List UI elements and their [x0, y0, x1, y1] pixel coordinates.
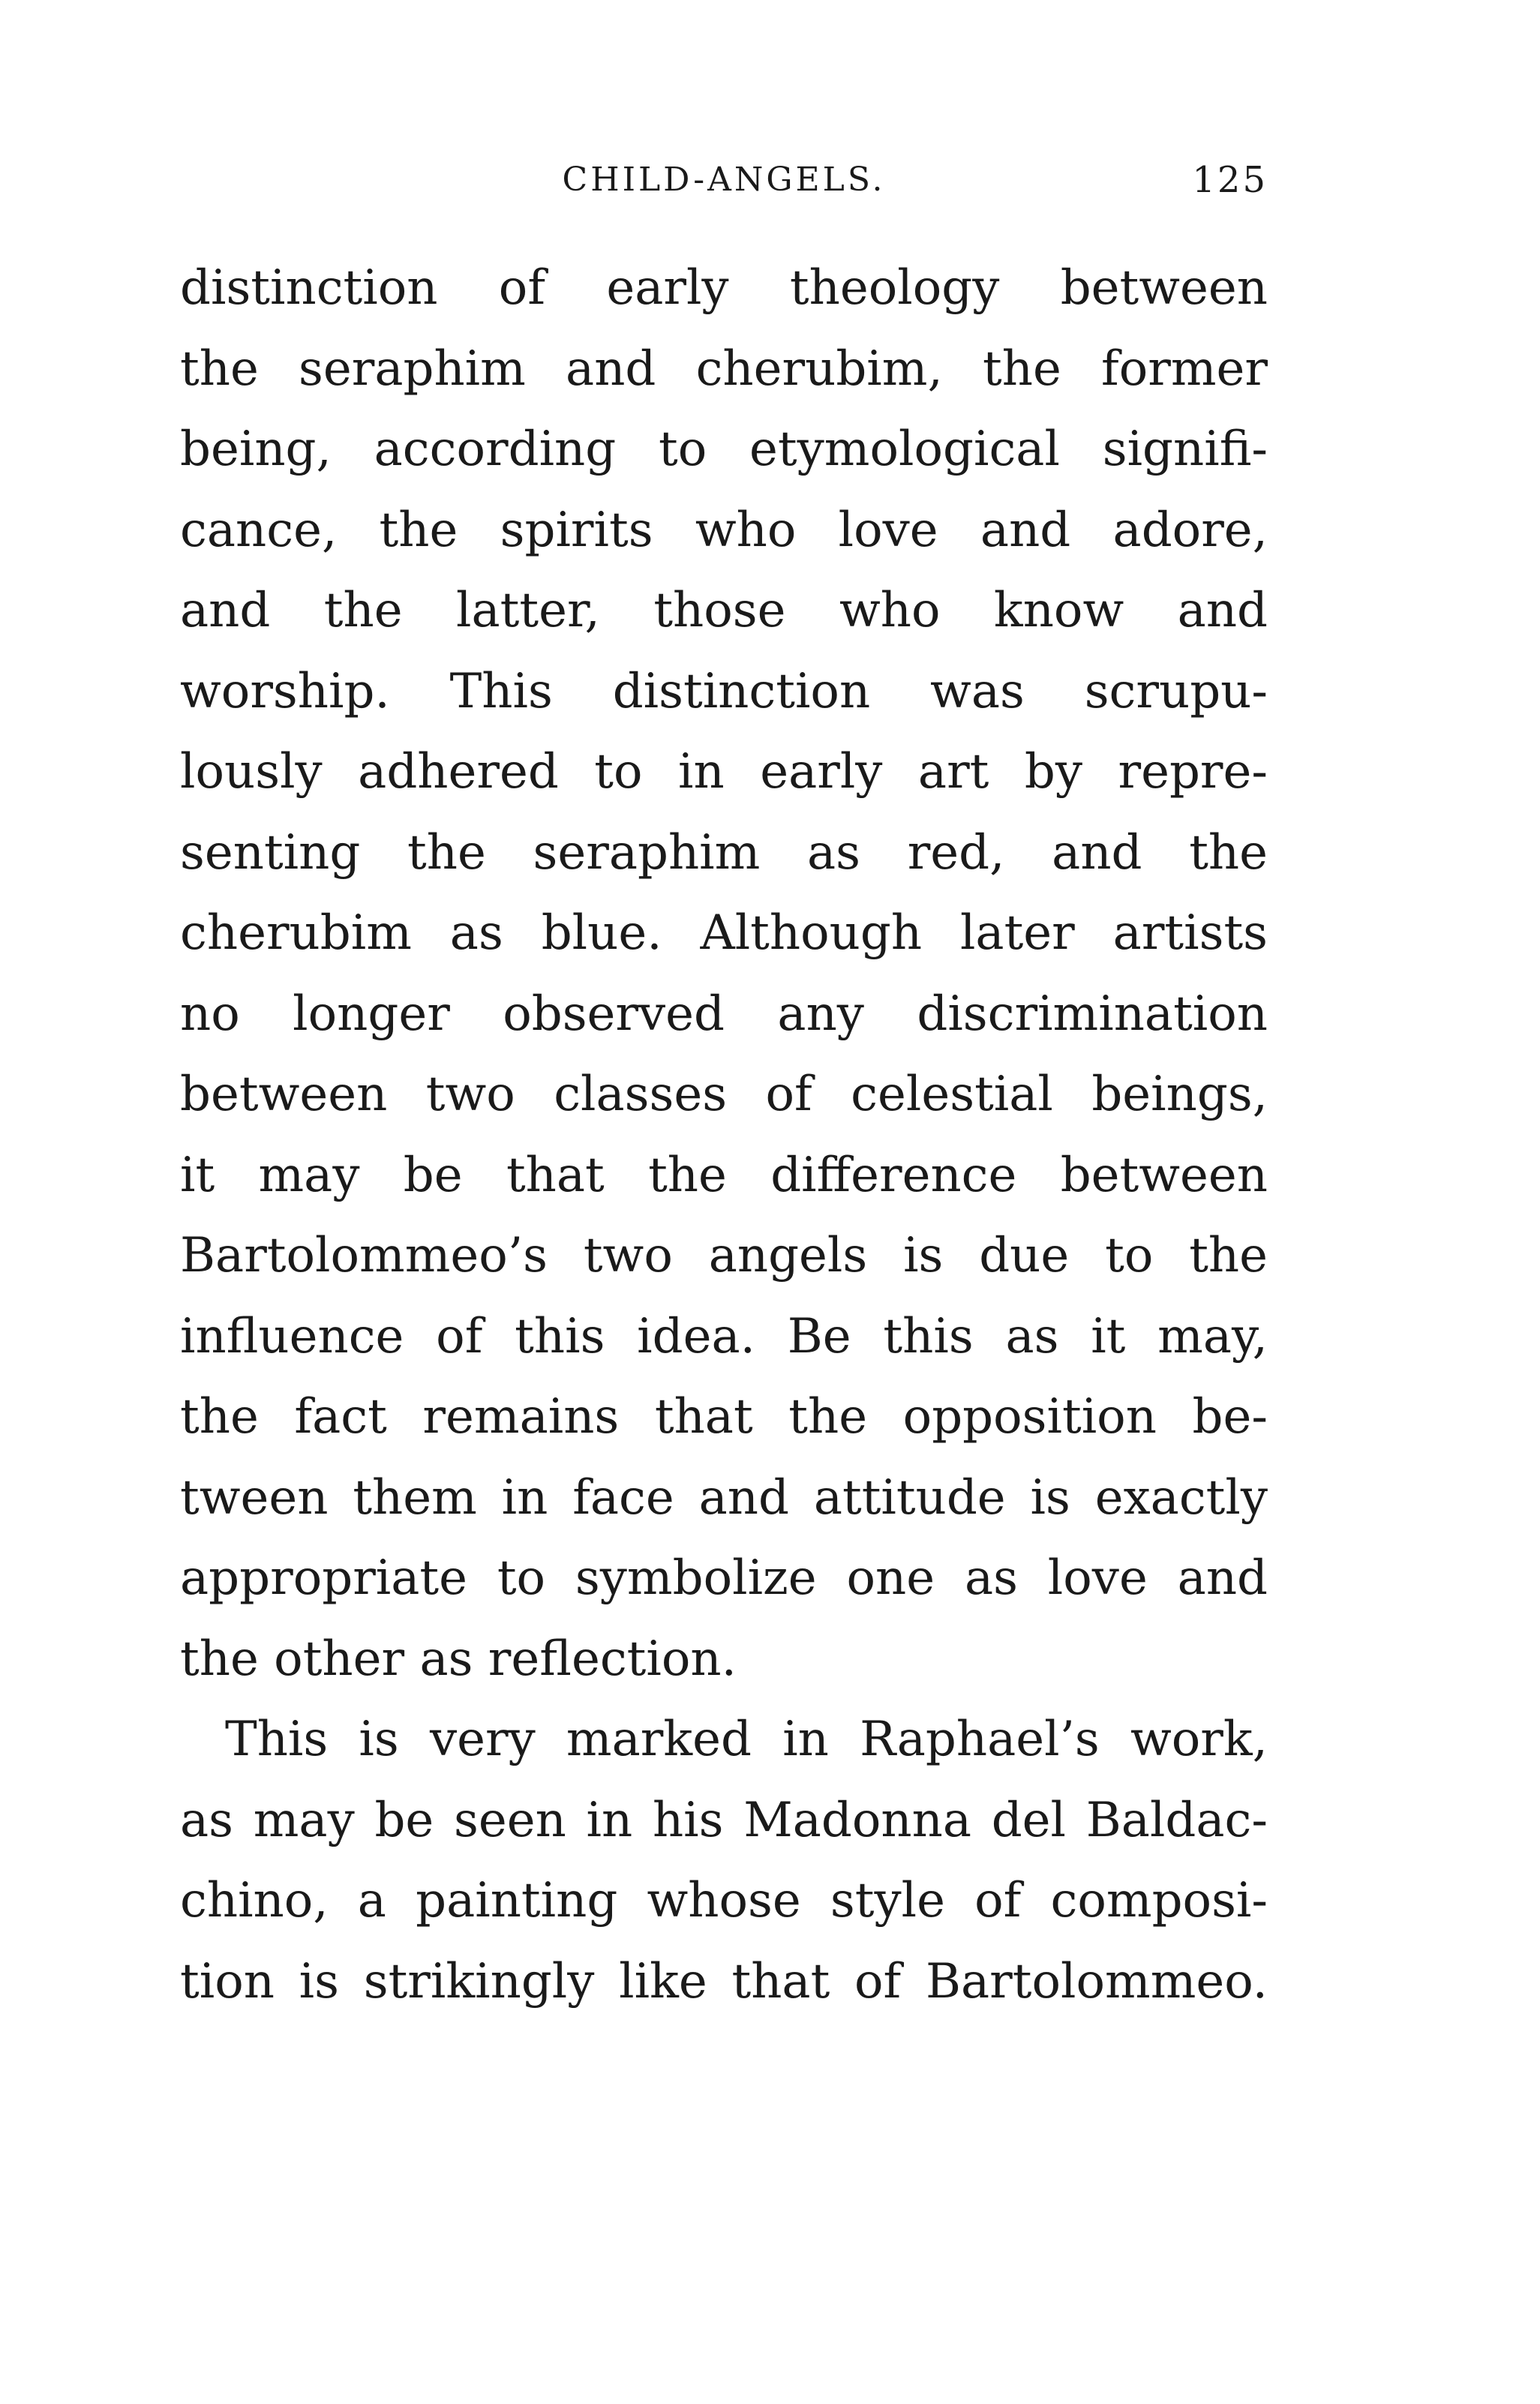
paragraph-end-line: the other as reflection.	[180, 1631, 737, 1687]
body-text	[180, 248, 1268, 2022]
text-line: cherubim as blue. Although later artists	[180, 905, 1268, 961]
page-number: 125	[1192, 159, 1268, 201]
text-line: tion is strikingly like that of Bartolommeo.	[180, 1953, 1268, 2009]
text-line: between two classes of celestial beings,	[180, 1067, 1268, 1122]
text-line: Bartolommeo’s two angels is due to the	[180, 1228, 1268, 1283]
text-line: as may be seen in his Madonna del Baldac-	[180, 1792, 1268, 1848]
text-line: senting the seraphim as red, and the	[180, 824, 1268, 881]
text-line: the fact remains that the opposition be-	[180, 1389, 1268, 1445]
running-head	[180, 154, 1268, 206]
text-line: distinction of early theology between	[180, 260, 1268, 316]
text-line: lously adhered to in early art by repre-	[180, 744, 1268, 800]
text-line: and the latter, those who know and	[180, 583, 1268, 638]
text-line: chino, a painting whose style of composi-	[180, 1873, 1268, 1928]
text-line: cance, the spirits who love and adore,	[180, 502, 1268, 558]
paragraph-start-line: This is very marked in Raphael’s work,	[225, 1712, 1268, 1767]
text-line: appropriate to symbolize one as love and	[180, 1550, 1268, 1606]
text-line: influence of this idea. Be this as it may,	[180, 1308, 1268, 1364]
text-line: no longer observed any discrimination	[180, 986, 1268, 1042]
text-line: tween them in face and attitude is exactly	[180, 1469, 1268, 1526]
text-line: the seraphim and cherubim, the former	[180, 341, 1268, 397]
text-line: it may be that the difference between	[180, 1147, 1268, 1203]
text-line: being, according to etymological signifi-	[180, 422, 1268, 477]
text-line: worship. This distinction was scrupu-	[180, 663, 1268, 719]
running-title: CHILD-ANGELS.	[562, 161, 886, 199]
